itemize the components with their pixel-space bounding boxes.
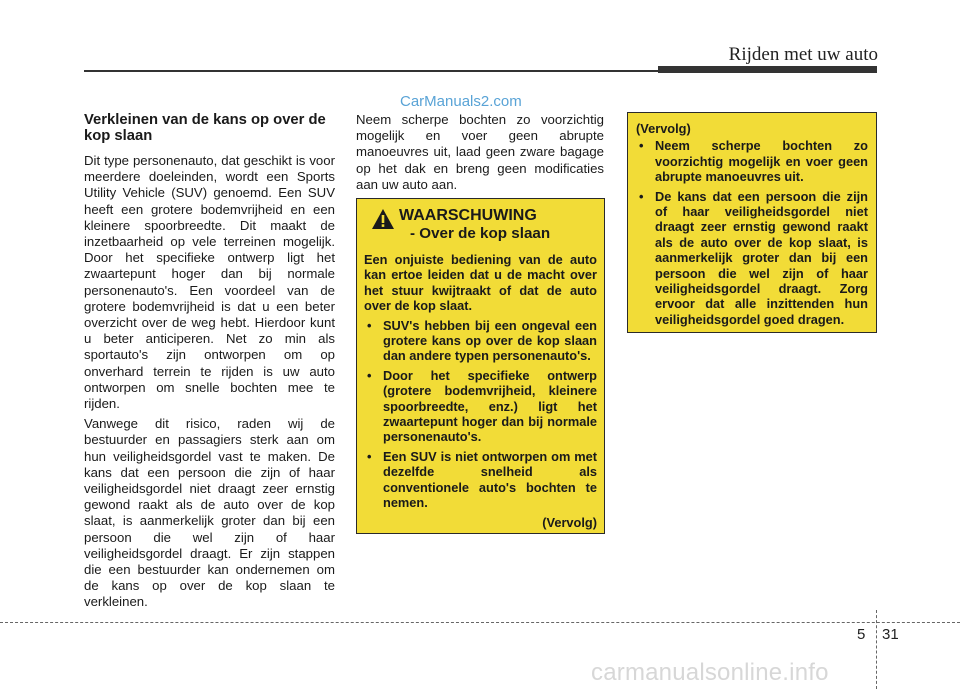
continued-label: (Vervolg) [542, 514, 597, 530]
warning-title: WAARSCHUWING [399, 207, 537, 224]
bullet-glyph: • [367, 448, 372, 464]
paragraph-cornering: Neem scherpe bochten zo voorzichtig mogelijk en voer geen abrupte manoeuvres uit, laad geen zware bagage op het dak en breng geen modificaties aan uw auto aan. [356, 112, 604, 192]
watermark-top: CarManuals2.com [400, 93, 522, 110]
bullet-glyph: • [639, 138, 644, 154]
warning-intro: Een onjuiste bediening van de auto kan ertoe leiden dat u de macht over het stuur kwijtraakt of dat de auto over de kop slaat. [364, 252, 597, 314]
bullet-text: Neem scherpe bochten zo voorzichtig mogelijk en voer geen abrupte manoeuvres uit. [655, 138, 868, 185]
bullet-text: Een SUV is niet ontworpen om met dezelfde snelheid als conventionele auto's bochten te nemen. [383, 448, 597, 511]
page-number: 31 [882, 626, 899, 643]
continued-label: (Vervolg) [636, 121, 691, 136]
watermark-bottom: carmanualsonline.info [591, 659, 829, 686]
list-item [636, 138, 868, 184]
list-item [364, 368, 597, 445]
list-item [636, 189, 868, 328]
footer-divider [876, 610, 877, 689]
middle-column [356, 112, 604, 193]
bullet-glyph: • [367, 367, 372, 383]
chapter-number: 5 [857, 626, 866, 643]
continued-warning-box [627, 112, 877, 333]
list-item [364, 318, 597, 364]
section-title: Rijden met uw auto [728, 44, 878, 65]
continued-bullet-list [636, 138, 868, 327]
warning-header [371, 207, 597, 243]
bullet-text: Door het specifieke ontwerp (grotere bodemvrijheid, kleinere spoorbreedte, enz.) ligt het zwaartepunt hoger dan bij normale personenauto's. [383, 367, 597, 445]
bullet-text: SUV's hebben bij een ongeval een grotere kans op over de kop slaan dan andere typen personenauto's. [383, 317, 597, 364]
left-column [84, 112, 335, 615]
list-item [364, 449, 597, 511]
warning-box [356, 198, 605, 534]
bullet-glyph: • [639, 188, 644, 204]
bullet-glyph: • [367, 317, 372, 333]
header-rule-thin [84, 70, 660, 72]
warning-subtitle: - Over de kop slaan [410, 225, 551, 242]
warning-triangle-icon [371, 208, 395, 230]
header-rule-thick [658, 66, 877, 73]
bullet-text: De kans dat een persoon die zijn of haar veiligheidsgordel niet draagt zeer ernstig gewond raakt als de auto over de kop slaat, is aanmerkelijk groter dan bij een persoon die wel zijn of haar veiligheidsgordel draagt. Zorg ervoor dat alle inzittenden hun veiligheidsgordel goed dragen. [655, 188, 868, 327]
section-heading: Verkleinen van de kans op over de kop slaan [84, 112, 326, 144]
warning-bullet-list [364, 318, 597, 511]
paragraph-intro: Dit type personenauto, dat geschikt is voor meerdere doeleinden, wordt een Sports Utility Vehicle (SUV) genoemd. Een SUV heeft een grotere bodemvrijheid en een kleinere spoorbreedte. Dit maakt de inzetbaarheid op vele terreinen mogelijk. Door het specifieke ontwerp ligt het zwaartepunt hoger dan bij normale personenauto's. Een voordeel van de grotere bodemvrijheid is dat u een beter overzicht over de weg hebt. Hierdoor kunt u beter anticiperen. Net zo min als sportauto's zijn ontworpen om op onverhard terrein te rijden is uw auto ontworpen om snelle bochten mee te rijden. [84, 153, 335, 412]
paragraph-seatbelt: Vanwege dit risico, raden wij de bestuurder en passagiers sterk aan om hun veiligheidsgordel vast te maken. De kans dat een persoon die zijn of haar veiligheidsgordel niet draagt zeer ernstig gewond raakt als de auto over de kop slaat, is aanmerkelijk groter dan bij een persoon die wel zijn of haar veiligheidsgordel draagt. Er zijn stappen die een bestuurder kan ondernemen om de kans op over de kop slaan te verkleinen. [84, 416, 335, 610]
footer-rule [0, 622, 960, 623]
